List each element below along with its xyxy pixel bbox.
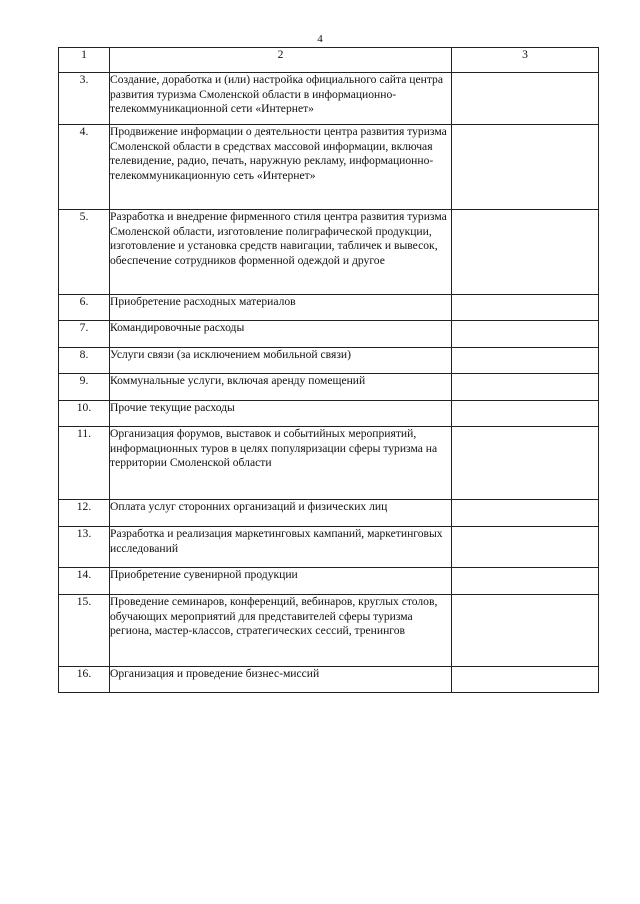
row-number: 11.: [59, 427, 110, 500]
row-text: Коммунальные услуги, включая аренду помещений: [110, 374, 452, 401]
row-col3: [452, 427, 599, 500]
row-col3: [452, 568, 599, 595]
header-col-2: 2: [110, 48, 452, 73]
table-row: [59, 73, 599, 125]
row-text: Прочие текущие расходы: [110, 401, 452, 427]
row-col3: [452, 210, 599, 295]
header-col-1: 1: [59, 48, 110, 73]
table-row: [59, 595, 599, 667]
row-number: 4.: [59, 125, 110, 210]
row-col3: [452, 401, 599, 427]
table-row: [59, 500, 599, 527]
row-col3: [452, 321, 599, 348]
row-number: 7.: [59, 321, 110, 348]
header-col-3: 3: [452, 48, 599, 73]
table-body: [59, 73, 599, 693]
row-col3: [452, 527, 599, 568]
row-text: Создание, доработка и (или) настройка официального сайта центра развития туризма Смоленской области в информационно-телекоммуникационной сети «Интернет»: [110, 73, 452, 125]
table-row: [59, 401, 599, 427]
row-number: 12.: [59, 500, 110, 527]
row-text: Разработка и внедрение фирменного стиля центра развития туризма Смоленской области, изготовление полиграфической продукции, изготовление и установка средств навигации, табличек и вывесок, обеспечение сотрудников форменной одеждой и другое: [110, 210, 452, 295]
header-row: [59, 48, 599, 73]
page-number: 4: [317, 33, 323, 45]
table-row: [59, 348, 599, 374]
row-col3: [452, 295, 599, 321]
row-number: 3.: [59, 73, 110, 125]
expense-table: [58, 47, 599, 693]
row-text: Разработка и реализация маркетинговых кампаний, маркетинговых исследований: [110, 527, 452, 568]
table-row: [59, 295, 599, 321]
row-col3: [452, 667, 599, 693]
table-row: [59, 568, 599, 595]
row-text: Приобретение сувенирной продукции: [110, 568, 452, 595]
table-header: [59, 48, 599, 73]
row-number: 8.: [59, 348, 110, 374]
row-number: 15.: [59, 595, 110, 667]
table-row: [59, 210, 599, 295]
row-col3: [452, 73, 599, 125]
table-row: [59, 527, 599, 568]
row-col3: [452, 125, 599, 210]
row-number: 6.: [59, 295, 110, 321]
row-number: 5.: [59, 210, 110, 295]
row-col3: [452, 500, 599, 527]
row-text: Организация и проведение бизнес-миссий: [110, 667, 452, 693]
row-col3: [452, 374, 599, 401]
row-number: 16.: [59, 667, 110, 693]
row-number: 10.: [59, 401, 110, 427]
table-row: [59, 374, 599, 401]
row-col3: [452, 348, 599, 374]
row-number: 14.: [59, 568, 110, 595]
table-row: [59, 427, 599, 500]
row-number: 13.: [59, 527, 110, 568]
table-row: [59, 667, 599, 693]
row-col3: [452, 595, 599, 667]
row-text: Проведение семинаров, конференций, вебинаров, круглых столов, обучающих мероприятий для представителей сферы туризма региона, мастер-классов, стратегических сессий, тренингов: [110, 595, 452, 667]
row-text: Продвижение информации о деятельности центра развития туризма Смоленской области в средствах массовой информации, включая телевидение, радио, печать, наружную рекламу, информационно-телекоммуникационную сеть «Интернет»: [110, 125, 452, 210]
row-text: Организация форумов, выставок и событийных мероприятий, информационных туров в целях популяризации сферы туризма на территории Смоленской области: [110, 427, 452, 500]
table-row: [59, 125, 599, 210]
row-text: Услуги связи (за исключением мобильной связи): [110, 348, 452, 374]
row-text: Приобретение расходных материалов: [110, 295, 452, 321]
row-number: 9.: [59, 374, 110, 401]
row-text: Командировочные расходы: [110, 321, 452, 348]
row-text: Оплата услуг сторонних организаций и физических лиц: [110, 500, 452, 527]
table-row: [59, 321, 599, 348]
